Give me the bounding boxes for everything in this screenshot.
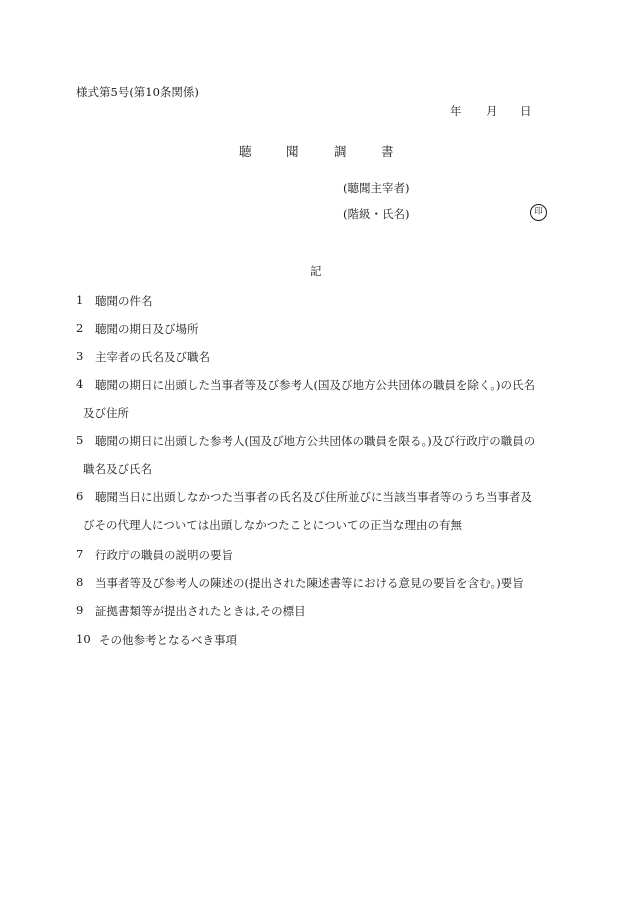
title-char-1: 聴 [239, 144, 252, 159]
item-number: 8 [76, 575, 84, 589]
item-text: 行政庁の職員の説明の要旨 [95, 548, 233, 562]
item-text: 聴聞の期日及び場所 [95, 322, 199, 336]
title-char-3: 調 [334, 144, 347, 159]
date-month-label: 月 [486, 104, 498, 118]
presider-label: (聴聞主宰者) [343, 181, 410, 195]
item-text: 聴聞当日に出頭しなかつた当事者の氏名及び住所並びに当該当事者等のうち当事者及 [95, 490, 532, 504]
rank-name-label: (階級・氏名) [343, 207, 410, 221]
item-text: 証拠書類等が提出されたときは,その標目 [95, 604, 306, 618]
item-text: 聴聞の件名 [95, 294, 153, 308]
title-char-4: 書 [381, 144, 394, 159]
date-day-label: 日 [520, 104, 532, 118]
item-text: 聴聞の期日に出頭した参考人(国及び地方公共団体の職員を限る。)及び行政庁の職員の [95, 434, 536, 448]
item-number: 6 [76, 489, 84, 503]
item-text: その他参考となるべき事項 [99, 633, 237, 647]
item-text-continuation: 職名及び氏名 [83, 462, 152, 476]
item-text: 主宰者の氏名及び職名 [95, 350, 210, 364]
item-text-continuation: 及び住所 [83, 406, 129, 420]
item-number: 10 [76, 632, 91, 646]
item-number: 1 [76, 293, 84, 307]
item-number: 5 [76, 433, 84, 447]
item-text: 聴聞の期日に出頭した当事者等及び参考人(国及び地方公共団体の職員を除く。)の氏名 [95, 378, 535, 392]
form-label: 様式第5号(第10条関係) [76, 85, 199, 99]
item-number: 3 [76, 349, 84, 363]
item-number: 2 [76, 321, 84, 335]
item-number: 4 [76, 377, 84, 391]
title-char-2: 聞 [286, 144, 299, 159]
item-text: 当事者等及び参考人の陳述の(提出された陳述書等における意見の要旨を含む。)要旨 [95, 576, 524, 590]
date-year-label: 年 [450, 104, 462, 118]
item-number: 7 [76, 547, 84, 561]
seal-icon: 印 [530, 204, 547, 221]
item-number: 9 [76, 603, 84, 617]
item-text-continuation: びその代理人については出頭しなかつたことについての正当な理由の有無 [83, 518, 463, 532]
ki-heading: 記 [310, 264, 322, 278]
